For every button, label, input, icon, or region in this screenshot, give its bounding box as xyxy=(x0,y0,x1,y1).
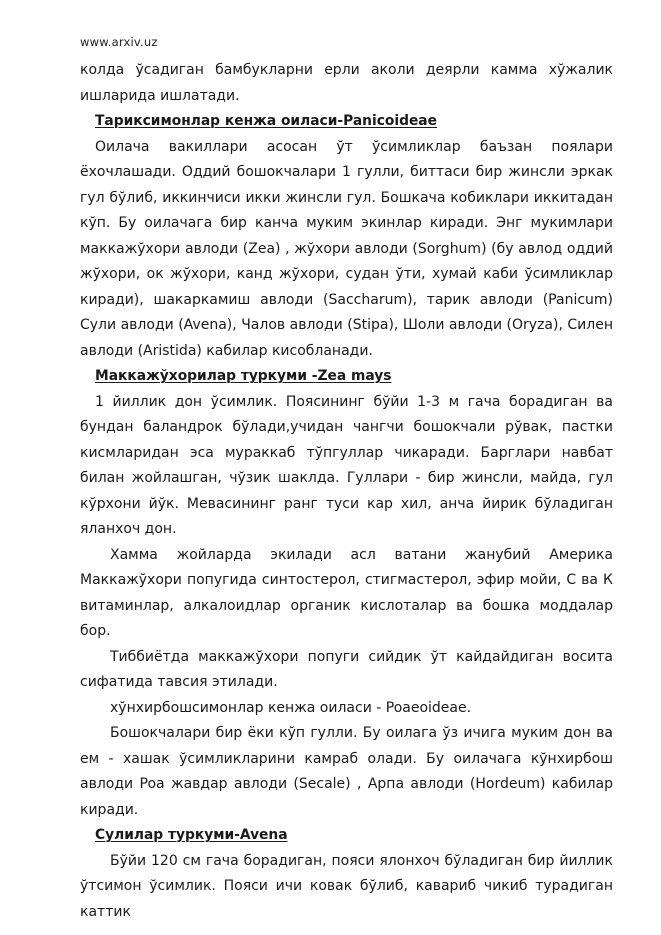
heading-panicoideae: Тариксимонлар кенжа оиласи-Panicoideae xyxy=(95,113,437,129)
heading-zea-mays: Маккажўхорилар туркуми -Zea mays xyxy=(95,368,392,384)
site-header: www.arxiv.uz xyxy=(80,35,158,49)
paragraph-bamboo-usage: колда ўсадиган бамбукларни ерли аколи деярли камма хўжалик ишларида ишлатади. xyxy=(80,62,613,104)
paragraph-zea-mays-description: 1 йиллик дон ўсимлик. Поясининг бўйи 1-3 м гача борадиган ва бундан баландрок бўлади,учидан чангчи бошокчали рўвак, пастки кисмларидан эса мураккаб тўпгуллар чикаради. Барглари навбат билан жойлашган, чўзик шаклда. Гуллари - бир жинсли, майда, гул кўрхони йўк. Мевасининг ранг туси кар хил, анча йирик бўладиган яланхоч дон. xyxy=(80,393,613,537)
heading-avena: Сулилар туркуми-Avena xyxy=(95,827,288,843)
heading-poaeoideae: хўнхирбошсимонлар кенжа оиласи - Poaeoideae. xyxy=(110,699,472,716)
paragraph-poaeoideae-description: Бошокчалари бир ёки кўп гулли. Бу оилага ўз ичига муким дон ва ем - хашак ўсимликларини камраб олади. Бу оилачага кўнхирбош авлоди Poa жавдар авлоди (Secale) , Арпа авлоди (Hordeum) кабилар киради. xyxy=(80,725,613,818)
paragraph-avena-description: Бўйи 120 см гача борадиган, пояси ялонхоч бўладиган бир йиллик ўтсимон ўсимлик. Пояси ичи ковак бўлиб, кавариб чикиб турадиган каттик xyxy=(80,852,613,920)
paragraph-zea-mays-origin: Хамма жойларда экилади асл ватани жанубий Америка Маккажўхори попугида синтостерол, стигмастерол, эфир мойи, С ва К витаминлар, алкалоидлар органик кислоталар ва бошка моддалар бор. xyxy=(80,546,613,639)
paragraph-panicoideae-description: Оилача вакиллари асосан ўт ўсимликлар баъзан поялари ёхочлашади. Оддий бошокчалари 1 гулли, биттаси бир жинсли эркак гул бўлиб, иккинчиси икки жинсли гул. Бошкача кобиклари иккитадан кўп. Бу оилачага бир канча муким экинлар киради. Энг мукимлари маккажўхори авлоди (Zea) , жўхори авлоди (Sorghum) (бу авлод оддий жўхори, ок жўхори, канд жўхори, судан ўти, хумай каби ўсимликлар киради), шакаркамиш авлоди (Saccharum), тарик авлоди (Panicum) Сули авлоди (Avena), Чалов авлоди (Stipa), Шоли авлоди (Oryza), Силен авлоди (Aristida) кабилар кисобланади. xyxy=(80,138,613,359)
document-body xyxy=(80,58,613,925)
paragraph-zea-mays-medicine: Тиббиётда маккажўхори попуги сийдик ўт кайдайдиган восита сифатида тавсия этилади. xyxy=(80,648,613,690)
